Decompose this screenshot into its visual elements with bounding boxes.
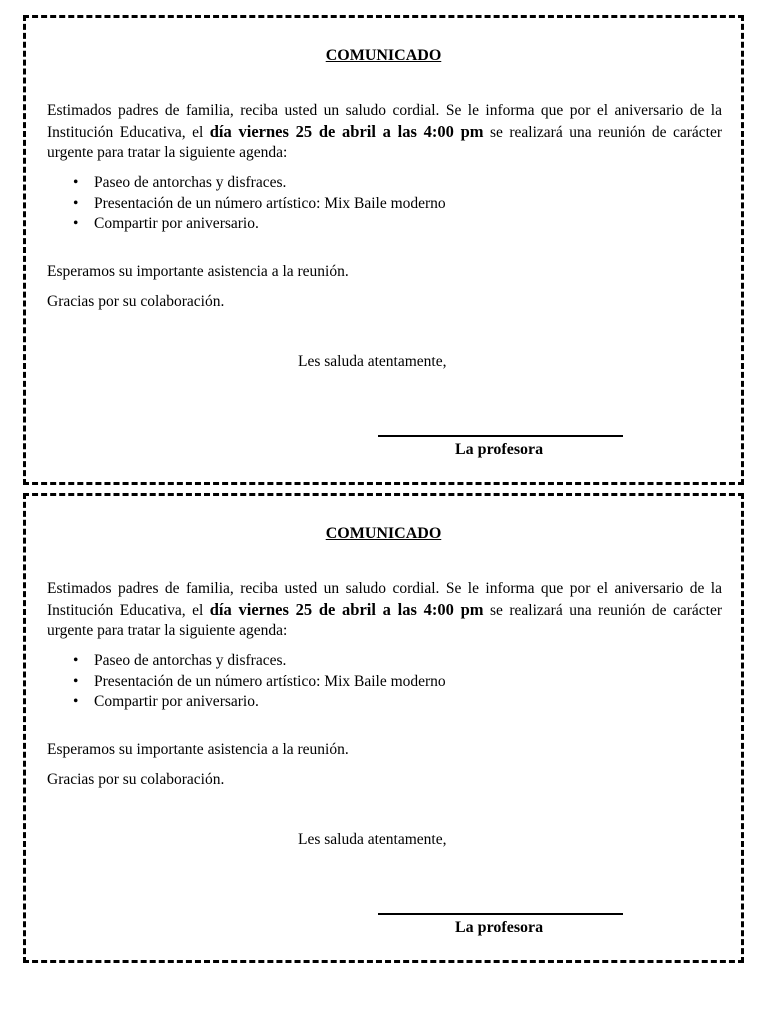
agenda-item-text: Presentación de un número artístico: Mix Baile moderno [94, 194, 446, 212]
bullet-icon: • [73, 174, 79, 191]
notice-title: COMUNICADO [325, 525, 442, 542]
meeting-date-time: día viernes 25 de abril a las 4:00 pm [209, 121, 484, 141]
intro-text-start: Estimados padres de familia, reciba usted un saludo cordial. Se le informa que por el aniversario de la Institución Educativa, el [47, 580, 722, 619]
agenda-item [47, 214, 722, 235]
agenda-item [47, 651, 722, 672]
bullet-icon: • [73, 215, 79, 232]
agenda-item-text: Paseo de antorchas y disfraces. [94, 652, 287, 669]
thanks-line: Gracias por su colaboración. [47, 771, 225, 788]
signature-name: La profesora [455, 919, 544, 936]
agenda-item-text: Paseo de antorchas y disfraces. [94, 174, 287, 191]
signature-line [378, 435, 623, 437]
notice-title: COMUNICADO [325, 47, 442, 64]
closing-salutation: Les saluda atentamente, [298, 831, 447, 848]
intro-text-end: se realizará una reunión de carácter urgente para tratar la siguiente agenda: [47, 123, 722, 161]
agenda-item-text: Compartir por aniversario. [94, 693, 259, 710]
thanks-line: Gracias por su colaboración. [47, 293, 225, 310]
signature-line [378, 913, 623, 915]
intro-text-end: se realizará una reunión de carácter urgente para tratar la siguiente agenda: [47, 601, 722, 639]
bullet-icon: • [73, 194, 79, 212]
agenda-item [47, 173, 722, 194]
closing-salutation: Les saluda atentamente, [298, 353, 447, 370]
agenda-item-text: Presentación de un número artístico: Mix Baile moderno [94, 672, 446, 690]
attendance-line: Esperamos su importante asistencia a la reunión. [47, 741, 349, 758]
notice-intro-paragraph [47, 579, 722, 642]
notice-card-2 [23, 493, 744, 963]
notice-intro-paragraph [47, 101, 722, 164]
meeting-date-time: día viernes 25 de abril a las 4:00 pm [209, 599, 484, 619]
bullet-icon: • [73, 672, 79, 690]
bullet-icon: • [73, 693, 79, 710]
agenda-item [47, 672, 722, 693]
intro-text-start: Estimados padres de familia, reciba usted un saludo cordial. Se le informa que por el aniversario de la Institución Educativa, el [47, 102, 722, 141]
bullet-icon: • [73, 652, 79, 669]
attendance-line: Esperamos su importante asistencia a la reunión. [47, 263, 349, 280]
agenda-item-text: Compartir por aniversario. [94, 215, 259, 232]
agenda-item [47, 692, 722, 713]
agenda-list [47, 173, 722, 235]
notice-card-1 [23, 15, 744, 485]
signature-name: La profesora [455, 441, 544, 458]
agenda-item [47, 194, 722, 215]
agenda-list [47, 651, 722, 713]
